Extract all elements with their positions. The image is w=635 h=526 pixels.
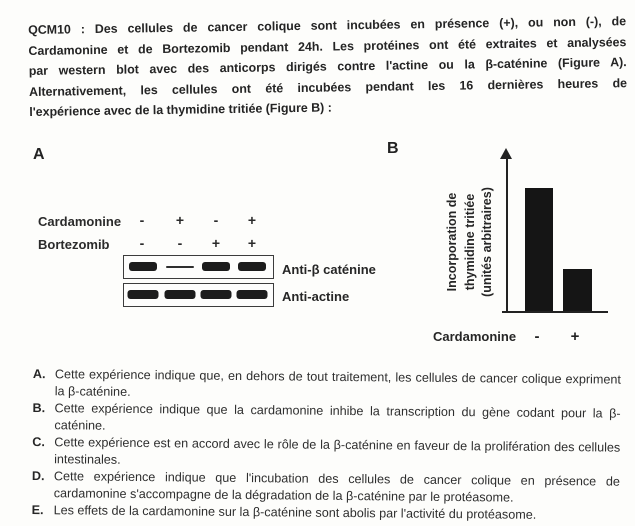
option-letter: B. <box>32 400 46 416</box>
question-line: QCM10 : Des cellules de cancer colique sont incubées en présence (+), ou non (-), de <box>28 14 627 37</box>
blot-band <box>165 290 196 299</box>
blot-band <box>237 290 268 299</box>
blot-band <box>128 290 159 299</box>
treatment-sign: + <box>175 212 185 228</box>
option-item-c <box>32 434 620 473</box>
treatment-name-bortezomib: Bortezomib <box>38 237 110 252</box>
treatment-sign: - <box>213 212 219 228</box>
question-line: Cardamonine et de Bortezomib pendant 24h. Les protéines ont été extraites et analysées <box>28 34 627 58</box>
option-text: Cette expérience est en accord avec le rôle de la β-caténine en faveur de la prolifération des cellules intestinales. <box>54 435 621 467</box>
question-line: l'expérience avec de la thymidine tritiée (Figure B) : <box>29 100 332 120</box>
option-item-d <box>32 468 620 507</box>
question-text <box>28 11 627 123</box>
chart-y-axis <box>506 158 509 311</box>
blot-band <box>129 262 157 271</box>
treatment-sign: + <box>211 235 221 251</box>
blot-label-actine: Anti-actine <box>282 289 350 304</box>
blot-box-actine <box>123 283 274 307</box>
blot-band <box>201 290 232 299</box>
option-letter: A. <box>32 366 46 382</box>
blot-box-beta-catenine <box>123 255 274 279</box>
chart-y-axis-label-line: thymidine tritiée <box>462 193 477 291</box>
option-text: Cette expérience indique que la cardamonine inhibe la transcription du gène codant pour la β-caténine. <box>54 401 621 433</box>
option-item-b <box>32 400 620 439</box>
question-line: par western blot avec des anticorps dirigés contre l'actine ou la β-caténine (Figure A). <box>28 55 627 79</box>
treatment-sign: - <box>139 212 145 228</box>
figure-a-label: A <box>33 146 45 163</box>
chart-y-axis-label-line: Incorporation de <box>444 192 459 292</box>
chart-category-minus: - <box>534 328 540 345</box>
option-letter: E. <box>31 502 44 518</box>
treatment-sign: + <box>247 212 257 228</box>
options-list <box>32 366 621 525</box>
figure-b-label: B <box>387 140 399 157</box>
blot-band <box>166 266 194 269</box>
treatment-sign: + <box>247 235 257 251</box>
treatment-sign: - <box>139 235 145 251</box>
option-text: Les effets de la cardamonine sur la β-caténine sont abolis par l'activité du protéasome. <box>53 503 537 522</box>
chart-y-axis-label <box>444 187 497 297</box>
treatment-name-cardamonine: Cardamonine <box>38 214 122 229</box>
chart-x-label: Cardamonine <box>433 329 517 344</box>
blot-band <box>238 262 266 271</box>
option-item-a <box>33 366 621 405</box>
chart-category-plus: + <box>570 328 580 345</box>
option-text: Cette expérience indique que, en dehors de tout traitement, les cellules de cancer colique expriment la β-caténine. <box>54 367 621 399</box>
chart-x-axis <box>502 311 608 314</box>
question-line: Alternativement, les cellules ont été incubées pendant les 16 dernières heures de <box>28 75 628 99</box>
chart-bar-plus <box>563 269 592 311</box>
option-text: Cette expérience indique que l'incubation des cellules de cancer colique en présence de cardamonine s'accompagne de la dégradation de la β-caténine par le protéasome. <box>53 469 620 505</box>
chart-y-axis-label-line: (unités arbitraires) <box>479 187 494 297</box>
blot-band <box>202 262 230 271</box>
treatment-sign: - <box>177 235 183 251</box>
chart-bar-minus <box>525 188 553 311</box>
blot-label-beta-catenine: Anti-β caténine <box>282 262 376 277</box>
option-letter: D. <box>31 468 45 484</box>
option-letter: C. <box>32 434 45 450</box>
